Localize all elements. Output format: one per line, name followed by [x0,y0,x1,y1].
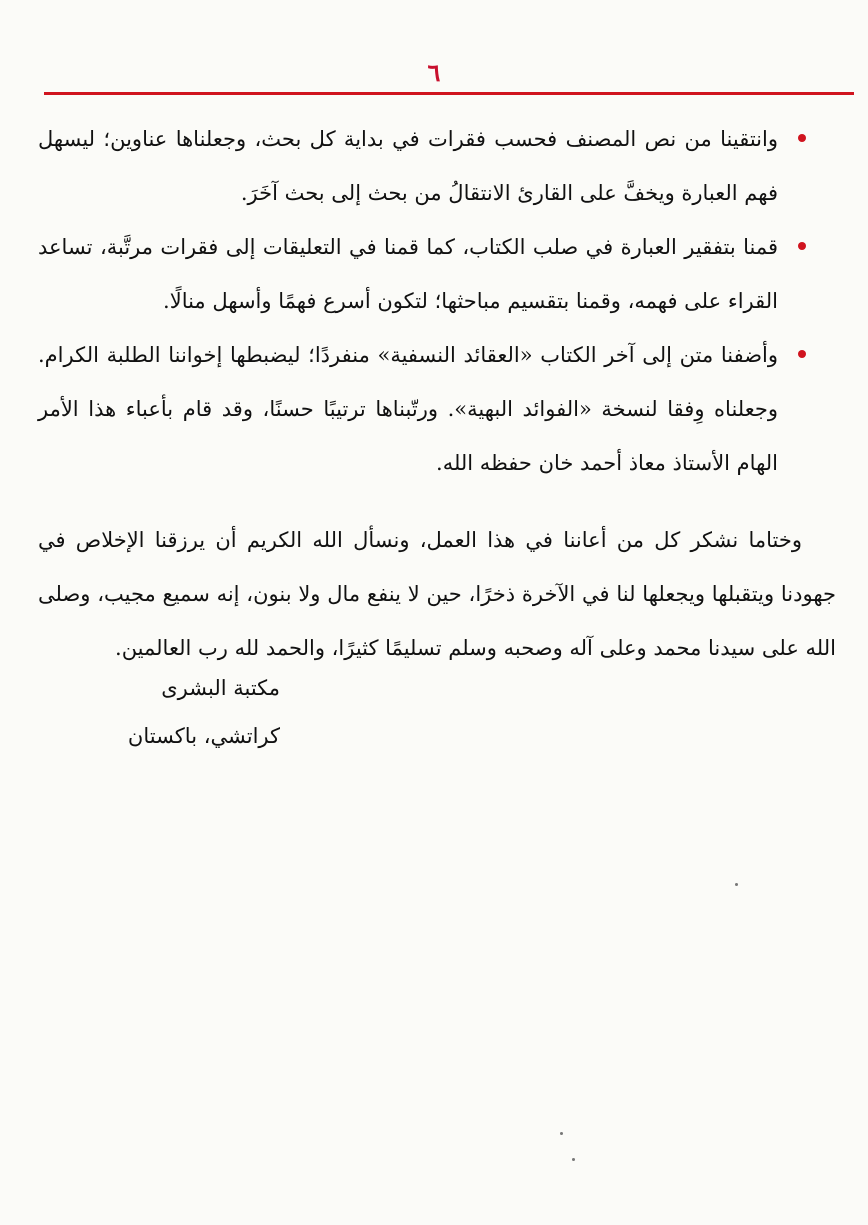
bullet-item-2 [38,220,778,328]
bullet-dot-icon [798,134,806,142]
page-number: ٦ [427,58,441,87]
bullet-text-3: وأضفنا متن إلى آخر الكتاب «العقائد النسفية» منفردًا؛ ليضبطها إخواننا الطلبة الكرام. وجعلناه وِفقا لنسخة «الفوائد البهية». ورتّبناها ترتيبًا حسنًا، وقد قام بأعباء هذا الأمر الهام الأستاذ معاذ أحمد خان حفظه الله. [38,343,778,475]
bullet-dot-icon [798,242,806,250]
bullet-text-2: قمنا بتفقير العبارة في صلب الكتاب، كما قمنا في التعليقات إلى فقرات مرتَّبة، تساعد القراء على فهمه، وقمنا بتقسيم مباحثها؛ لتكون أسرع فهمًا وأسهل منالًا. [38,235,778,313]
bullet-item-3 [38,328,778,490]
publisher-name: مكتبة البشرى [161,676,280,700]
bullet-list [38,112,778,490]
publisher-location: كراتشي، باكستان [127,724,280,748]
bullet-section [38,112,778,490]
signature-block [110,664,280,760]
bullet-item-1 [38,112,778,220]
header-rule [44,92,854,95]
scan-speck [572,1158,575,1161]
bullet-dot-icon [798,350,806,358]
closing-paragraph: وختاما نشكر كل من أعاننا في هذا العمل، ونسأل الله الكريم أن يرزقنا الإخلاص في جهودنا ويتقبلها ويجعلها لنا في الآخرة ذخرًا، حين لا ينفع مال ولا بنون، إنه سميع مجيب، وصلى الله على سيدنا محمد وعلى آله وصحبه وسلم تسليمًا كثيرًا، والحمد لله رب العالمين. [38,528,836,660]
scan-speck [735,883,738,886]
scan-speck [560,1132,563,1135]
bullet-text-1: وانتقينا من نص المصنف فحسب فقرات في بداية كل بحث، وجعلناها عناوين؛ ليسهل فهم العبارة ويخفَّ على القارئ الانتقالُ من بحث إلى بحث آخَرَ. [38,127,778,205]
